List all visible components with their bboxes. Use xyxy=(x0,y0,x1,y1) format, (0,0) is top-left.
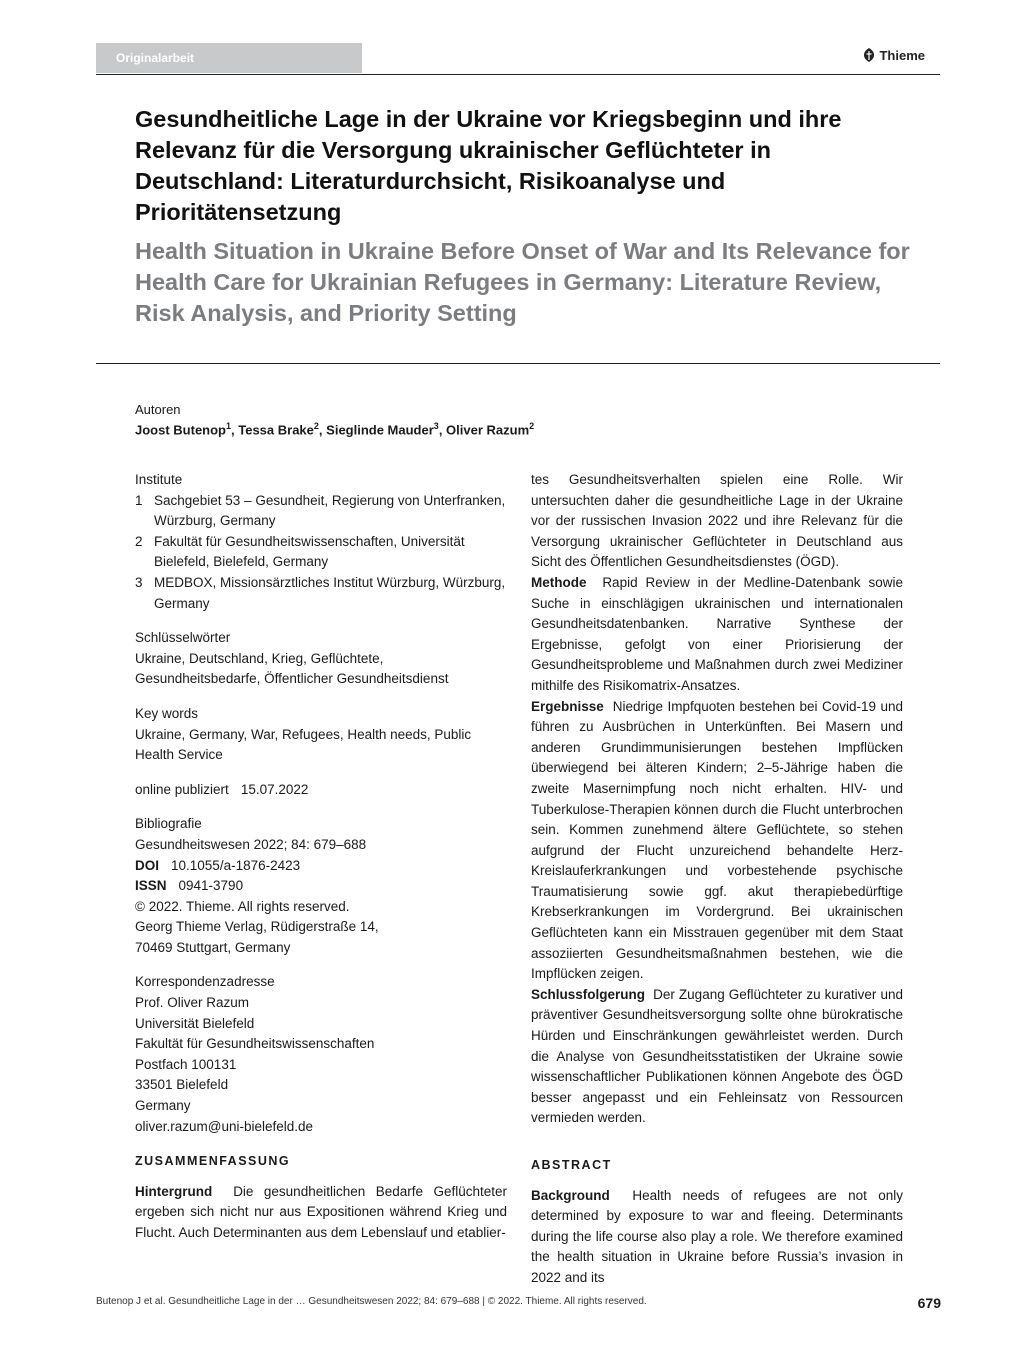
author-name: Tessa Brake xyxy=(238,422,314,438)
correspondence-line: Universität Bielefeld xyxy=(135,1015,255,1031)
footer-citation: Butenop J et al. Gesundheitliche Lage in der … Gesundheitswesen 2022; 84: 679–688 | © 2022. Thieme. All rights reserved. xyxy=(96,1296,647,1307)
schluss-paragraph xyxy=(531,985,903,1129)
keywords-de-section xyxy=(135,628,507,690)
thieme-logo-icon xyxy=(863,48,875,62)
institute-number: 3 xyxy=(135,574,143,590)
right-column xyxy=(531,470,903,1289)
background-paragraph xyxy=(531,1186,903,1289)
article-type-tag: Originalarbeit xyxy=(96,43,362,73)
hintergrund-text-left: Die gesundheitlichen Bedarfe Geflüchteter ergeben sich nicht nur aus Expositionen während Krieg und Flucht. Auch Determinanten aus dem Lebenslauf und etablier- xyxy=(135,1183,507,1240)
header-rule xyxy=(96,74,940,75)
institute-item xyxy=(135,532,507,573)
published-date: 15.07.2022 xyxy=(240,781,309,797)
institutes-section xyxy=(135,470,507,614)
doi-line xyxy=(135,856,507,877)
methode-label: Methode xyxy=(531,574,587,590)
methode-text: Rapid Review in der Medline-Datenbank sowie Suche in einschlägigen ukrainischen und internationalen Gesundheitsdatenbanken. Narrative Synthese der Ergebnisse, gefolgt von einer Priorisierung der Gesundheitsprobleme und Maßnahmen durch zwei Mediziner mithilfe des Risikomatrix-Ansatzes. xyxy=(531,574,903,693)
publisher-name: Thieme xyxy=(879,48,925,63)
schluss-text: Der Zugang Geflüchteter zu kurativer und präventiver Gesundheitsversorgung sollte ohne bürokratische Hürden und Einschränkungen gewährleistet werden. Durch die Analyse von Gesundheitsstatistiken der Ukraine sowie wissenschaftlicher Publikationen können Angebote des ÖGD besser angepasst und ein Fehleinsatz von Ressourcen vermieden werden. xyxy=(531,986,903,1126)
issn-label: ISSN xyxy=(135,878,167,894)
institute-text: Sachgebiet 53 – Gesundheit, Regierung von Unterfranken, Würzburg, Germany xyxy=(154,492,506,529)
correspondence-line: Germany xyxy=(135,1098,191,1114)
author-affiliation: 2 xyxy=(313,421,319,431)
author-name: Oliver Razum xyxy=(446,422,530,438)
correspondence-line: Fakultät für Gesundheitswissenschaften xyxy=(135,1036,375,1052)
institutes-label: Institute xyxy=(135,472,183,487)
author-affiliation: 2 xyxy=(529,421,535,431)
correspondence-section xyxy=(135,972,507,1137)
keywords-de-text: Ukraine, Deutschland, Krieg, Geflüchtete, Gesundheitsbedarfe, Öffentlicher Gesundheitsdienst xyxy=(135,650,449,687)
hintergrund-paragraph xyxy=(135,1182,507,1244)
zusammenfassung-heading: ZUSAMMENFASSUNG xyxy=(135,1154,291,1169)
correspondence-line: 33501 Bielefeld xyxy=(135,1077,229,1093)
abstract-heading: ABSTRACT xyxy=(531,1158,612,1172)
authors-label: Autoren xyxy=(135,402,181,417)
background-label: Background xyxy=(531,1187,610,1203)
keywords-de-label: Schlüsselwörter xyxy=(135,630,231,646)
copyright-line: © 2022. Thieme. All rights reserved. xyxy=(135,898,350,914)
correspondence-line: Postfach 100131 xyxy=(135,1056,237,1072)
left-column xyxy=(135,470,507,1244)
schluss-label: Schlussfolgerung xyxy=(531,986,646,1002)
published-label: online publiziert xyxy=(135,781,229,797)
bibliography-journal: Gesundheitswesen 2022; 84: 679–688 xyxy=(135,836,367,852)
methode-paragraph xyxy=(531,573,903,697)
institute-item xyxy=(135,573,507,614)
ergebnisse-label: Ergebnisse xyxy=(531,698,604,714)
institute-number: 1 xyxy=(135,492,143,508)
bibliography-label: Bibliografie xyxy=(135,816,202,832)
correspondence-line: Prof. Oliver Razum xyxy=(135,995,250,1011)
ergebnisse-paragraph xyxy=(531,697,903,985)
background-text: Health needs of refugees are not only determined by exposure to war and fleeing. Determinants during the life course also play a role. We therefore examined the health situation in Ukraine before Russia’s invasion in 2022 and its xyxy=(531,1187,903,1285)
hintergrund-label: Hintergrund xyxy=(135,1183,213,1199)
institute-number: 2 xyxy=(135,533,143,549)
title-german: Gesundheitliche Lage in der Ukraine vor Kriegsbeginn und ihre Relevanz für die Versorgung ukrainischer Geflüchteter in Deutschland: Literaturdurchsicht, Risikoanalyse und Prioritätensetzung xyxy=(135,106,842,225)
bibliography-section xyxy=(135,814,507,958)
publisher-city: 70469 Stuttgart, Germany xyxy=(135,939,291,955)
author-affiliation: 1 xyxy=(226,421,232,431)
issn-value: 0941-3790 xyxy=(178,878,244,894)
keywords-en-label: Key words xyxy=(135,705,199,721)
author-name: Joost Butenop xyxy=(135,422,226,438)
publisher-logo xyxy=(863,48,925,63)
hintergrund-continued: tes Gesundheitsverhalten spielen eine Rolle. Wir untersuchten daher die gesundheitliche Lage in der Ukraine vor der russischen Invasion 2022 und ihre Relevanz für die Versorgung ukrainischer Geflüchteter in Deutschland aus Sicht des Öffentlichen Gesundheitsdienstes (ÖGD). xyxy=(531,472,903,570)
publisher-address: Georg Thieme Verlag, Rüdigerstraße 14, xyxy=(135,919,379,935)
institute-text: Fakultät für Gesundheitswissenschaften, Universität Bielefeld, Bielefeld, Germany xyxy=(154,533,465,570)
correspondence-email[interactable]: oliver.razum@uni-bielefeld.de xyxy=(135,1118,314,1134)
title-english: Health Situation in Ukraine Before Onset of War and Its Relevance for Health Care for Ukrainian Refugees in Germany: Literature Review, Risk Analysis, and Priority Setting xyxy=(135,238,910,326)
issn-line xyxy=(135,876,507,897)
author-affiliation: 3 xyxy=(433,421,439,431)
published-section xyxy=(135,780,507,801)
doi-label: DOI xyxy=(135,857,160,873)
doi-value[interactable]: 10.1055/a-1876-2423 xyxy=(171,857,301,873)
keywords-en-section xyxy=(135,704,507,766)
page-number: 679 xyxy=(917,1295,941,1311)
institute-item xyxy=(135,491,507,532)
title-rule xyxy=(96,363,940,364)
correspondence-label: Korrespondenzadresse xyxy=(135,974,275,990)
author-name: Sieglinde Mauder xyxy=(326,422,434,438)
keywords-en-text: Ukraine, Germany, War, Refugees, Health needs, Public Health Service xyxy=(135,726,472,763)
ergebnisse-text: Niedrige Impfquoten bestehen bei Covid-19 und führen zu Ausbrüchen in Unterkünften. Bei Masern und anderen Grundimmunisierungen bestehen Impflücken überwiegend bei älteren Kindern; 2–5-Jährige haben die zweite Masernimpfung noch nicht erhalten. HIV- und Tuberkulose-Therapien können durch die Flucht unterbrochen sein. Kommen zunehmend ältere Geflüchtete, so stehen aufgrund der Flucht unzureichend behandelte Herz-Kreislauferkrankungen und vorbestehende psychische Traumatisierung sowie ggf. akut therapiebedürftige Krebserkrankungen im Vordergrund. Bei ukrainischen Geflüchteten kann ein Misstrauen gegenüber mit dem Staat assoziierten Gesundheitsmaßnahmen bestehen, wie die Impflücken zeigen. xyxy=(531,698,903,982)
author-list: Joost Butenop$^1$, Tessa Brake$^2$, Sieglinde Mauder$^3$, Oliver Razum$^2$ xyxy=(135,421,535,438)
institute-text: MEDBOX, Missionsärztliches Institut Würzburg, Würzburg, Germany xyxy=(154,574,506,611)
